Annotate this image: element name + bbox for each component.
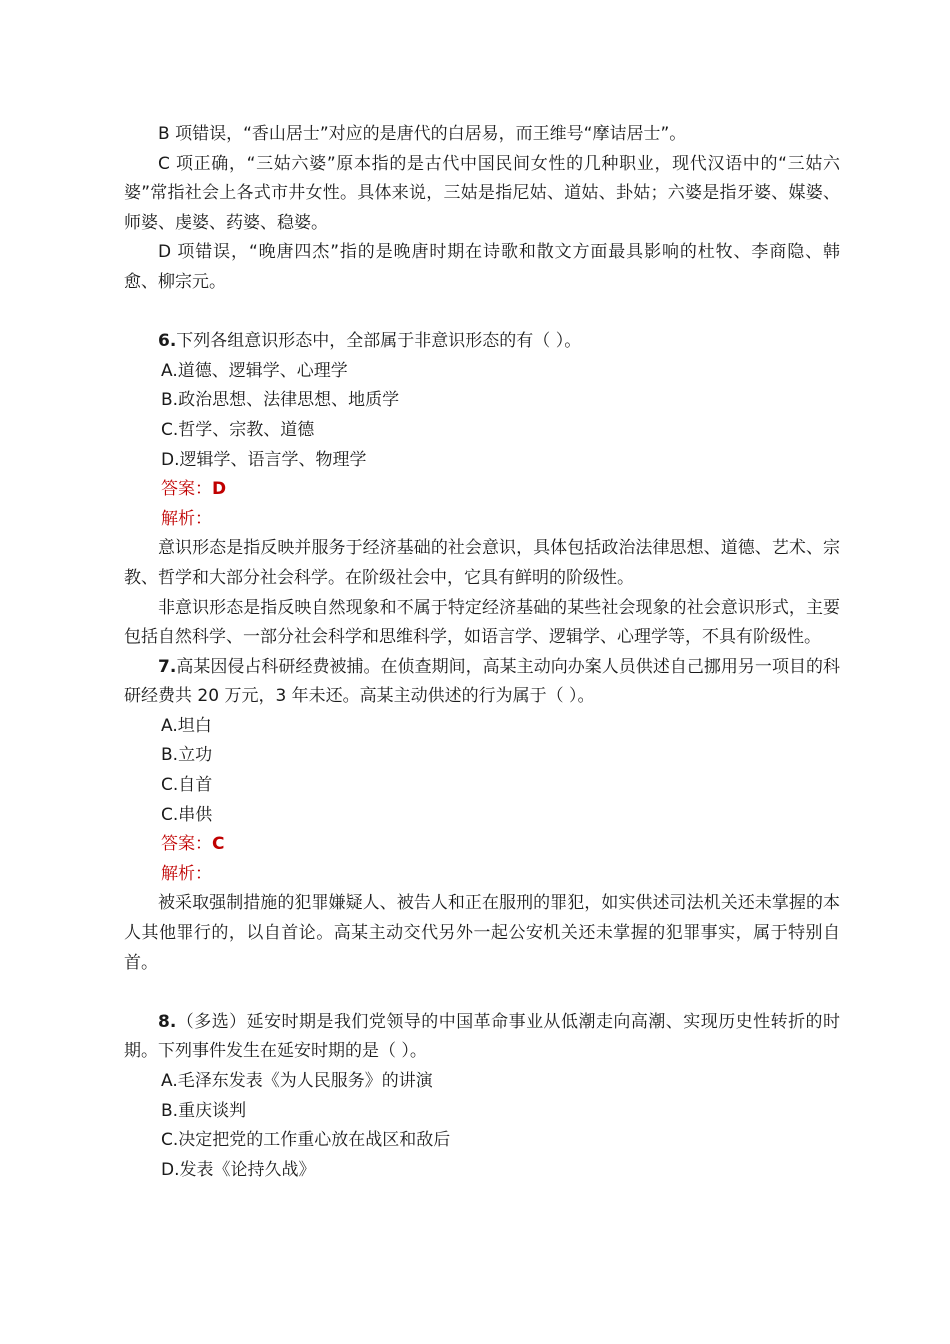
question-7-stem (124, 653, 840, 712)
question-7-option-a: A.坦白 (161, 715, 212, 736)
question-6-stem (124, 327, 840, 357)
question-7-analysis-1: 被采取强制措施的犯罪嫌疑人、被告人和正在服刑的罪犯，如实供述司法机关还未掌握的本人其他罪行的，以自首论。高某主动交代另外一起公安机关还未掌握的犯罪事实，属于特别自首。 (124, 893, 840, 973)
question-8-number: 8. (158, 1011, 177, 1032)
answer-letter: D (212, 479, 227, 500)
question-7-option-d: C.串供 (161, 804, 213, 825)
answer-label: 答案： (161, 834, 212, 855)
question-7-option-c: C.自首 (161, 775, 213, 796)
question-7-text: 高某因侵占科研经费被捕。在侦查期间，高某主动向办案人员供述自己挪用另一项目的科研经费共 20 万元，3 年未还。高某主动供述的行为属于（ ）。 (124, 656, 840, 707)
question-8-stem (124, 1008, 840, 1067)
question-6-option-a: A.道德、逻辑学、心理学 (161, 360, 348, 381)
question-8-option-d: D.发表《论持久战》 (161, 1159, 316, 1180)
question-8-text: （多选）延安时期是我们党领导的中国革命事业从低潮走向高潮、实现历史性转折的时期。下列事件发生在延安时期的是（ ）。 (124, 1011, 840, 1062)
question-6-option-d: D.逻辑学、语言学、物理学 (161, 449, 367, 470)
question-8-option-c: C.决定把党的工作重心放在战区和敌后 (161, 1130, 451, 1151)
answer-letter: C (212, 834, 225, 855)
question-8-option-a: A.毛泽东发表《为人民服务》的讲演 (161, 1071, 433, 1091)
question-6-option-b: B.政治思想、法律思想、地质学 (161, 390, 400, 411)
spacer (124, 978, 840, 1008)
question-7-option-b: B.立功 (161, 745, 213, 766)
explanation-d: D 项错误，“晚唐四杰”指的是晚唐时期在诗歌和散文方面最具影响的杜牧、李商隐、韩愈、柳宗元。 (124, 242, 840, 292)
document-page (124, 120, 840, 1185)
question-6-analysis-2: 非意识形态是指反映自然现象和不属于特定经济基础的某些社会现象的社会意识形式，主要包括自然科学、一部分社会科学和思维科学，如语言学、逻辑学、心理学等，不具有阶级性。 (124, 597, 840, 648)
question-6-number: 6. (158, 331, 177, 352)
explanation-c: C 项正确，“三姑六婆”原本指的是古代中国民间女性的几种职业，现代汉语中的“三姑六婆”常指社会上各式市井女性。具体来说，三姑是指尼姑、道姑、卦姑；六婆是指牙婆、媒婆、师婆、虔婆、药婆、稳婆。 (124, 153, 840, 233)
question-7-number: 7. (158, 656, 177, 677)
answer-label: 答案： (161, 479, 212, 500)
spacer (124, 298, 840, 328)
question-7-analysis-label: 解析： (161, 863, 212, 884)
question-6-answer (124, 475, 840, 505)
question-6-analysis-1: 意识形态是指反映并服务于经济基础的社会意识，具体包括政治法律思想、道德、艺术、宗教、哲学和大部分社会科学。在阶级社会中，它具有鲜明的阶级性。 (124, 538, 840, 588)
question-6-text: 下列各组意识形态中，全部属于非意识形态的有（ ）。 (176, 331, 582, 352)
question-6-option-c: C.哲学、宗教、道德 (161, 419, 315, 440)
question-8-option-b: B.重庆谈判 (161, 1100, 247, 1121)
explanation-b: B 项错误，“香山居士”对应的是唐代的白居易，而王维号“摩诘居士”。 (158, 124, 687, 144)
question-6-analysis-label: 解析： (161, 508, 212, 529)
question-7-answer (124, 830, 840, 860)
